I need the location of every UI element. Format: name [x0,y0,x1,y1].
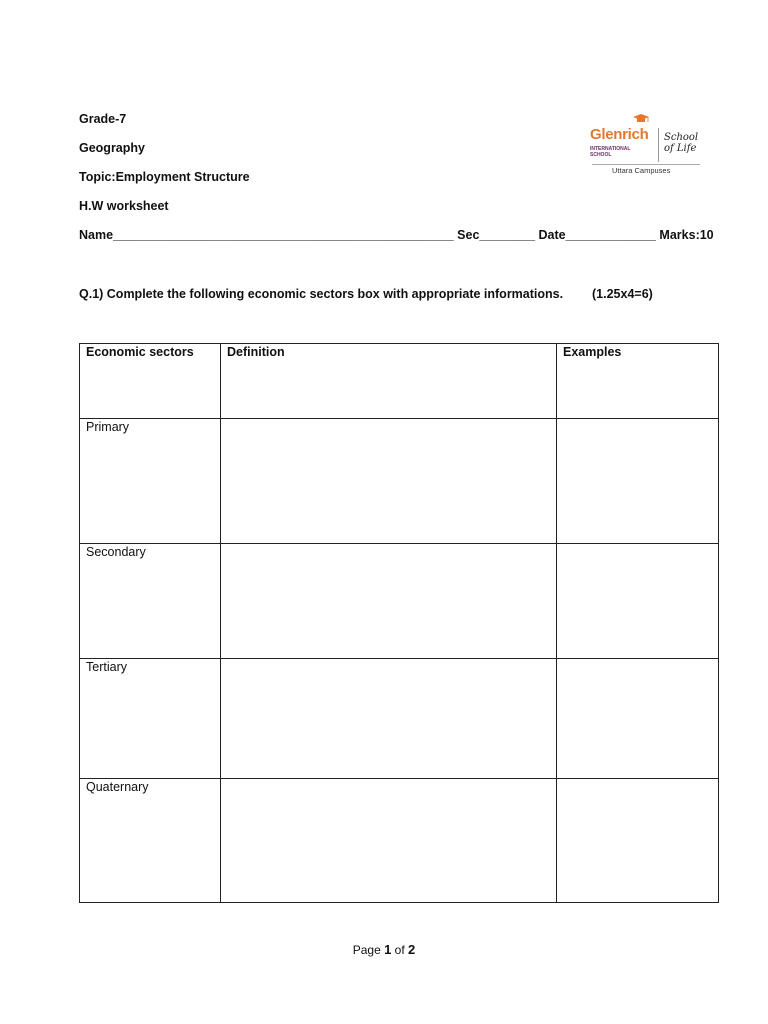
page-total: 2 [408,942,416,957]
table-header-row [80,344,719,419]
of-word: of [394,943,405,957]
page-footer [0,942,768,957]
name-sec-date-line: Name_________________________________________________ Sec________ Date_____________ Marks:10 [79,228,714,242]
topic-label: Topic:Employment Structure [79,170,250,184]
question-text: Q.1) Complete the following economic sectors box with appropriate informations. [79,287,564,301]
sector-tertiary: Tertiary [80,659,221,779]
logo-subtitle: INTERNATIONAL SCHOOL [590,146,631,158]
logo-campus: Uttara Campuses [612,166,671,175]
header-economic-sectors: Economic sectors [80,344,221,419]
table-row [80,779,719,903]
definition-cell[interactable] [221,419,557,544]
table-row [80,419,719,544]
examples-cell[interactable] [557,419,719,544]
graduation-cap-icon [633,114,649,124]
definition-cell[interactable] [221,544,557,659]
examples-cell[interactable] [557,779,719,903]
worksheet-label: H.W worksheet [79,199,169,213]
subject-label: Geography [79,141,145,155]
table-row [80,659,719,779]
logo-divider [658,128,659,162]
economic-sectors-table [79,343,719,903]
header-definition: Definition [221,344,557,419]
page-number: 1 [384,942,392,957]
examples-cell[interactable] [557,659,719,779]
examples-cell[interactable] [557,544,719,659]
sector-quaternary: Quaternary [80,779,221,903]
question-marks: (1.25x4=6) [592,287,653,301]
definition-cell[interactable] [221,659,557,779]
sector-primary: Primary [80,419,221,544]
sector-secondary: Secondary [80,544,221,659]
definition-cell[interactable] [221,779,557,903]
header-examples: Examples [557,344,719,419]
school-logo [588,112,703,180]
table-row [80,544,719,659]
logo-tagline: School of Life [664,132,699,154]
logo-underline [592,164,700,165]
page-word: Page [352,943,381,957]
question-line [79,287,653,301]
grade-label: Grade-7 [79,112,127,126]
logo-brand: Glenrich [590,126,649,143]
